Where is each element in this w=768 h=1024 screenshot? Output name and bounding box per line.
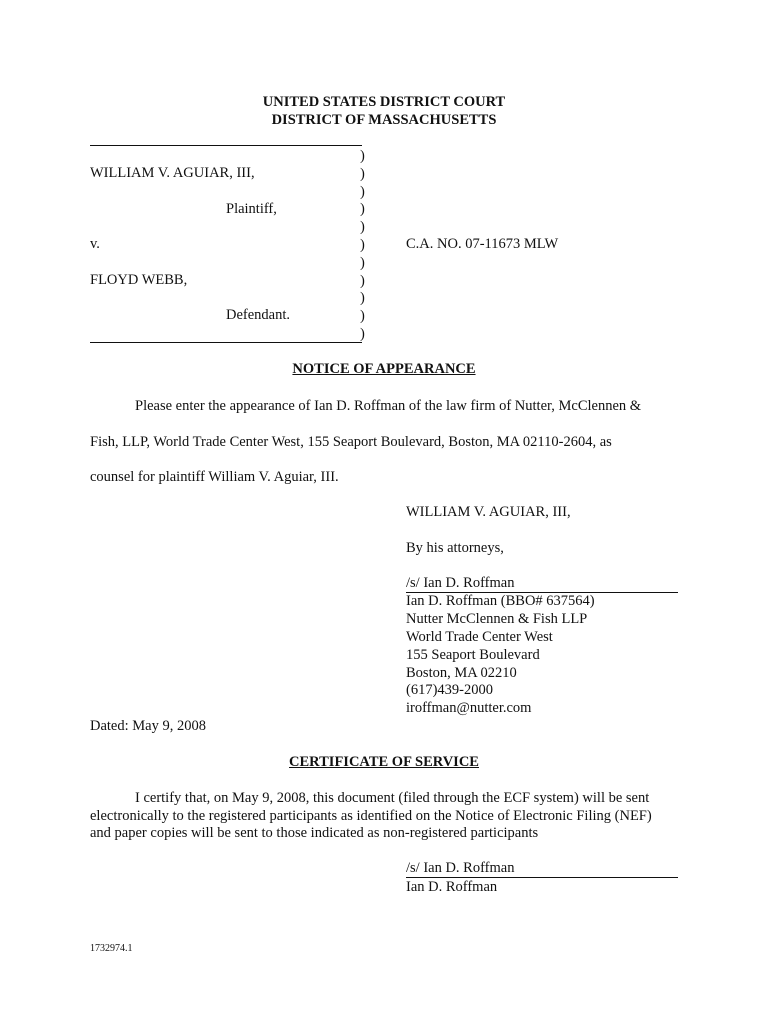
attorney-name-bbo: Ian D. Roffman (BBO# 637564) [406,593,595,609]
certificate-title: CERTIFICATE OF SERVICE [289,754,479,770]
document-id: 1732974.1 [90,943,133,954]
phone-number: (617)439-2000 [406,682,493,699]
defendant-role: Defendant. [226,307,291,323]
plaintiff-role: Plaintiff, [226,201,277,217]
law-firm: Nutter McClennen & Fish LLP [406,610,588,627]
signature-line [406,575,678,593]
street-address: 155 Seaport Boulevard [406,646,540,663]
plaintiff-name: WILLIAM V. AGUIAR, III, [90,165,255,181]
date-line: Dated: May 9, 2008 [90,718,206,734]
city-state-zip: Boston, MA 02210 [406,664,517,681]
certificate-signer-name: Ian D. Roffman [406,879,498,895]
notice-line-3: counsel for plaintiff William V. Aguiar, III. [90,469,339,485]
caption-parentheses: ) ) ) ) ) ) ) ) ) ) ) [360,148,365,342]
attorney-info [406,593,595,718]
notice-line-2: Fish, LLP, World Trade Center West, 155 Seaport Boulevard, Boston, MA 02110-2604, as [90,434,612,450]
versus: v. [90,236,100,252]
caption-bottom-rule [90,342,362,343]
by-attorneys: By his attorneys, [406,540,504,556]
court-district: DISTRICT OF MASSACHUSETTS [271,112,497,128]
case-number: C.A. NO. 07-11673 MLW [406,236,559,252]
email-address: iroffman@nutter.com [406,700,532,717]
caption-top-rule [90,145,362,146]
client-name: WILLIAM V. AGUIAR, III, [406,504,571,520]
certificate-electronic-signature: /s/ Ian D. Roffman [406,860,515,876]
electronic-signature: /s/ Ian D. Roffman [406,575,515,591]
certificate-line-1: I certify that, on May 9, 2008, this document (filed through the ECF system) will be sent [135,790,650,806]
certificate-line-2: electronically to the registered participants as identified on the Notice of Electronic Filing (NEF) [90,808,652,824]
notice-title: NOTICE OF APPEARANCE [292,361,476,377]
defendant-name: FLOYD WEBB, [90,272,188,288]
building: World Trade Center West [406,628,553,645]
certificate-line-3: and paper copies will be sent to those indicated as non-registered participants [90,825,539,841]
notice-line-1: Please enter the appearance of Ian D. Roffman of the law firm of Nutter, McClennen & [135,398,642,414]
court-name: UNITED STATES DISTRICT COURT [262,94,506,110]
certificate-signature-line [406,860,678,878]
